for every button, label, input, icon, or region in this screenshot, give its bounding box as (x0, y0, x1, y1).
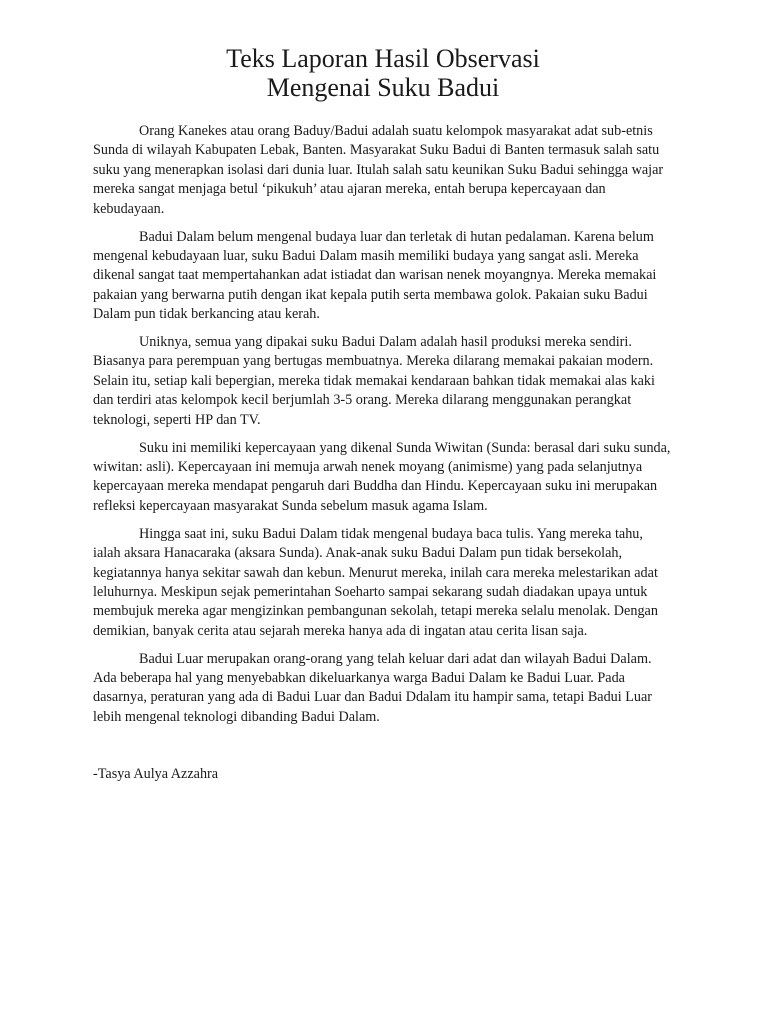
paragraph-belief: Suku ini memiliki kepercayaan yang dikenal Sunda Wiwitan (Sunda: berasal dari suku sunda, wiwitan: asli). Kepercayaan ini memuja arwah nenek moyang (animisme) yang pada selanjutnya kepercayaan mereka mendapat pengaruh dari Buddha dan Hindu. Kepercayaan suku ini merupakan refleksi kepercayaan masyarakat Sunda sebelum masuk agama Islam. (93, 439, 671, 514)
document-page (93, 44, 673, 785)
paragraph-uniqueness: Uniknya, semua yang dipakai suku Badui Dalam adalah hasil produksi mereka sendiri. Biasanya para perempuan yang bertugas membuatnya. Mereka dilarang memakai pakaian modern. Selain itu, setiap kali bepergian, mereka tidak memakai kendaraan bahkan tidak memakai alas kaki dan terdiri atas kelompok kecil berjumlah 3-5 orang. Mereka dilarang menggunakan perangkat teknologi, seperti HP dan TV. (93, 334, 655, 428)
paragraph-education: Hingga saat ini, suku Badui Dalam tidak mengenal budaya baca tulis. Yang mereka tahu, ialah aksara Hanacaraka (aksara Sunda). Anak-anak suku Badui Dalam pun tidak bersekolah, kegiatannya hanya sekitar sawah dan kebun. Menurut mereka, inilah cara mereka melestarikan adat leluhurnya. Meskipun sejak pemerintahan Soeharto sampai sekarang sudah diadakan upaya untuk membujuk mereka agar mengizinkan pembangunan sekolah, tetapi mereka selalu menolak. Dengan demikian, banyak cerita atau sejarah mereka hanya ada di ingatan atau cerita lisan saja. (93, 525, 658, 639)
paragraph-badui-luar: Badui Luar merupakan orang-orang yang telah keluar dari adat dan wilayah Badui Dalam. Ada beberapa hal yang menyebabkan dikeluarkanya warga Badui Dalam ke Badui Luar. Pada dasarnya, peraturan yang ada di Badui Luar dan Badui Ddalam itu hampir sama, tetapi Badui Luar lebih mengenal teknologi dibanding Badui Dalam. (93, 650, 653, 725)
title-line-1: Teks Laporan Hasil Observasi (226, 44, 540, 73)
document-title (93, 44, 673, 102)
paragraph-badui-dalam: Badui Dalam belum mengenal budaya luar dan terletak di hutan pedalaman. Karena belum mengenal kebudayaan luar, suku Badui Dalam masih memiliki budaya yang sangat asli. Mereka dikenal sangat taat mempertahankan adat istiadat dan warisan nenek moyangnya. Mereka memakai pakaian yang berwarna putih dengan ikat kepala putih serta membawa golok. Pakaian suku Badui Dalam pun tidak berkancing atau kerah. (93, 228, 657, 323)
author-signature: -Tasya Aulya Azzahra (93, 766, 219, 783)
paragraph-intro: Orang Kanekes atau orang Baduy/Badui adalah suatu kelompok masyarakat adat sub-etnis Sunda di wilayah Kabupaten Lebak, Banten. Masyarakat Suku Badui di Banten termasuk salah satu suku yang menerapkan isolasi dari dunia luar. Itulah salah satu keunikan Suku Badui sehingga wajar mereka sangat menjaga betul ‘pikukuh’ atau ajaran mereka, entah berupa kepercayaan dan kebudayaan. (93, 123, 664, 217)
title-line-2: Mengenai Suku Badui (266, 73, 500, 102)
